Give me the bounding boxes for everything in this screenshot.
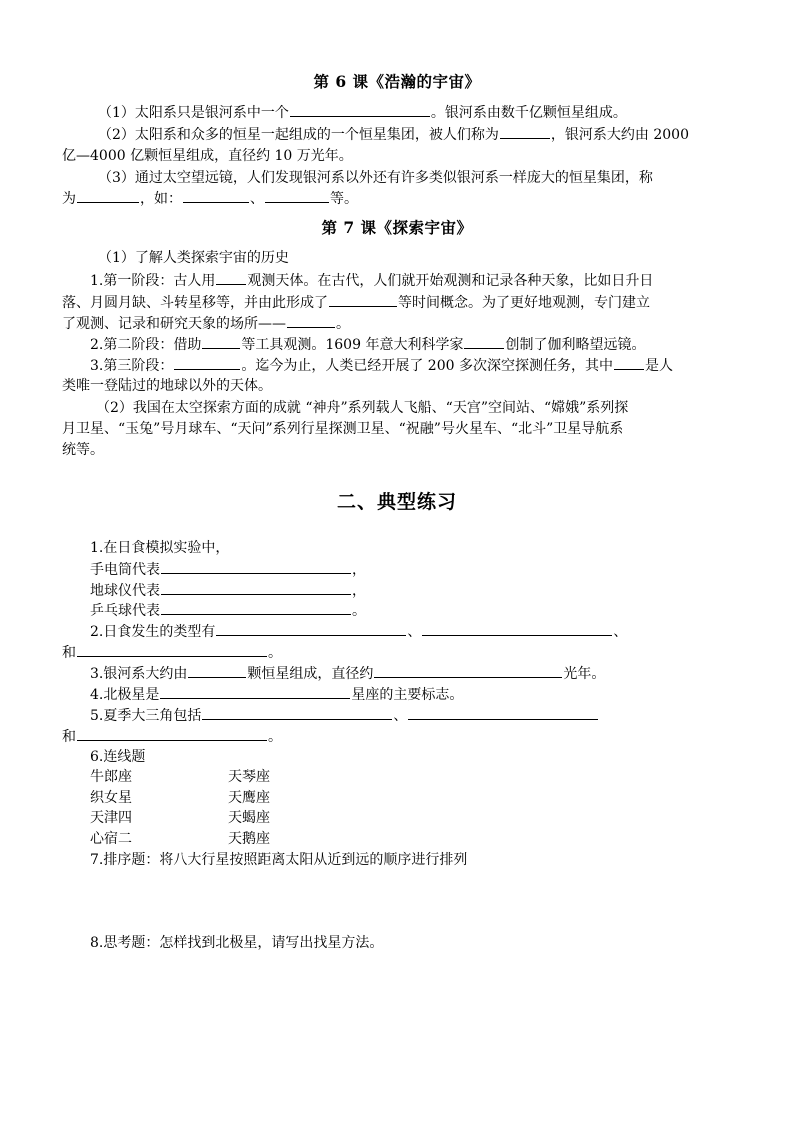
lesson6-q3-cont: 为 ，如： 、 等。 <box>62 188 358 209</box>
practice-q1-flashlight: 手电筒代表 ， <box>90 559 366 580</box>
answer-blank[interactable] <box>290 102 430 117</box>
practice-title: 二、典型练习 <box>336 491 457 513</box>
practice-q7: 7.排序题：将八大行星按照距离太阳从近到远的顺序进行排列 <box>90 852 468 868</box>
answer-blank[interactable] <box>77 642 267 657</box>
practice-q8: 8.思考题：怎样找到北极星，请写出找星方法。 <box>90 935 384 951</box>
practice-q2-cont: 和 。 <box>62 642 282 663</box>
match-left-item[interactable]: 心宿二 <box>90 831 132 847</box>
practice-q6-title: 6.连线题 <box>90 749 146 765</box>
match-left-item[interactable]: 天津四 <box>90 810 132 826</box>
answer-blank[interactable] <box>161 559 351 574</box>
answer-blank[interactable] <box>161 600 351 615</box>
practice-q4: 4.北极星是 星座的主要标志。 <box>90 684 463 705</box>
lesson7-title: 第 7 课《探索宇宙》 <box>321 218 473 237</box>
practice-q5: 5.夏季大三角包括 、 <box>90 705 599 726</box>
answer-blank[interactable] <box>464 334 504 349</box>
lesson7-stage2: 2.第二阶段：借助 等工具观测。1609 年意大利科学家 创制了伽利略望远镜。 <box>90 334 645 355</box>
match-left-item[interactable]: 牛郎座 <box>90 769 132 785</box>
answer-blank[interactable] <box>287 313 335 328</box>
lesson7-stage3: 3.第三阶段： 。迄今为止，人类已经开展了 200 多次深空探测任务，其中 是人 <box>90 355 673 376</box>
practice-q5-cont: 和 。 <box>62 726 282 747</box>
answer-blank[interactable] <box>422 621 612 636</box>
lesson6-q2: （2）太阳系和众多的恒星一起组成的一个恒星集团，被人们称为 ，银河系大约由 2000 <box>98 124 689 145</box>
practice-q3: 3.银河系大约由 颗恒星组成，直径约 光年。 <box>90 663 605 684</box>
practice-q1-globe: 地球仪代表 ， <box>90 580 366 601</box>
answer-blank[interactable] <box>202 705 392 720</box>
lesson7-stage1: 1.第一阶段：古人用 观测天体。在古代，人们就开始观测和记录各种天象，比如日升日 <box>90 270 653 291</box>
lesson6-q1: （1）太阳系只是银河系中一个 。银河系由数千亿颗恒星组成。 <box>98 102 627 123</box>
lesson6-title: 第 6 课《浩瀚的宇宙》 <box>313 72 481 91</box>
practice-q2: 2.日食发生的类型有 、 、 <box>90 621 627 642</box>
answer-blank[interactable] <box>374 663 562 678</box>
lesson7-p1: （1）了解人类探索宇宙的历史 <box>98 250 289 266</box>
lesson7-stage1-cont: 落、月圆月缺、斗转星移等，并由此形成了 等时间概念。为了更好地观测，专门建立 <box>62 292 650 313</box>
answer-blank[interactable] <box>188 663 246 678</box>
answer-blank[interactable] <box>183 188 249 203</box>
answer-blank[interactable] <box>202 334 240 349</box>
answer-blank[interactable] <box>408 705 598 720</box>
match-right-item[interactable]: 天鹰座 <box>228 790 270 806</box>
lesson7-p2-cont2: 统等。 <box>62 442 104 458</box>
answer-blank[interactable] <box>160 684 350 699</box>
answer-blank[interactable] <box>161 580 351 595</box>
answer-blank[interactable] <box>174 355 240 370</box>
lesson7-stage1-cont2: 了观测、记录和研究天象的场所—— 。 <box>62 313 350 334</box>
match-right-item[interactable]: 天鹅座 <box>228 831 270 847</box>
lesson6-q3: （3）通过太空望远镜，人们发现银河系以外还有许多类似银河系一样庞大的恒星集团，称 <box>98 170 653 186</box>
lesson7-stage3-cont: 类唯一登陆过的地球以外的天体。 <box>62 378 272 394</box>
answer-blank[interactable] <box>216 621 406 636</box>
answer-blank[interactable] <box>265 188 329 203</box>
match-left-item[interactable]: 织女星 <box>90 790 132 806</box>
practice-q1-intro: 1.在日食模拟实验中， <box>90 540 230 556</box>
answer-blank[interactable] <box>77 188 139 203</box>
practice-q1-pingpong: 乒乓球代表 。 <box>90 600 366 621</box>
answer-blank[interactable] <box>500 124 550 139</box>
lesson7-p2-cont: 月卫星、“玉兔”号月球车、“天问”系列行星探测卫星、“祝融”号火星车、“北斗”卫星导航系 <box>62 421 624 437</box>
lesson6-q2-cont: 亿—4000 亿颗恒星组成，直径约 10 万光年。 <box>62 148 353 164</box>
match-right-item[interactable]: 天蝎座 <box>228 810 270 826</box>
match-right-item[interactable]: 天琴座 <box>228 769 270 785</box>
answer-blank[interactable] <box>329 292 397 307</box>
answer-blank[interactable] <box>614 355 644 370</box>
answer-blank[interactable] <box>216 270 246 285</box>
lesson7-p2: （2）我国在太空探索方面的成就 “神舟”系列载人飞船、“天宫”空间站、“嫦娥”系列探 <box>96 400 629 416</box>
answer-blank[interactable] <box>77 726 267 741</box>
